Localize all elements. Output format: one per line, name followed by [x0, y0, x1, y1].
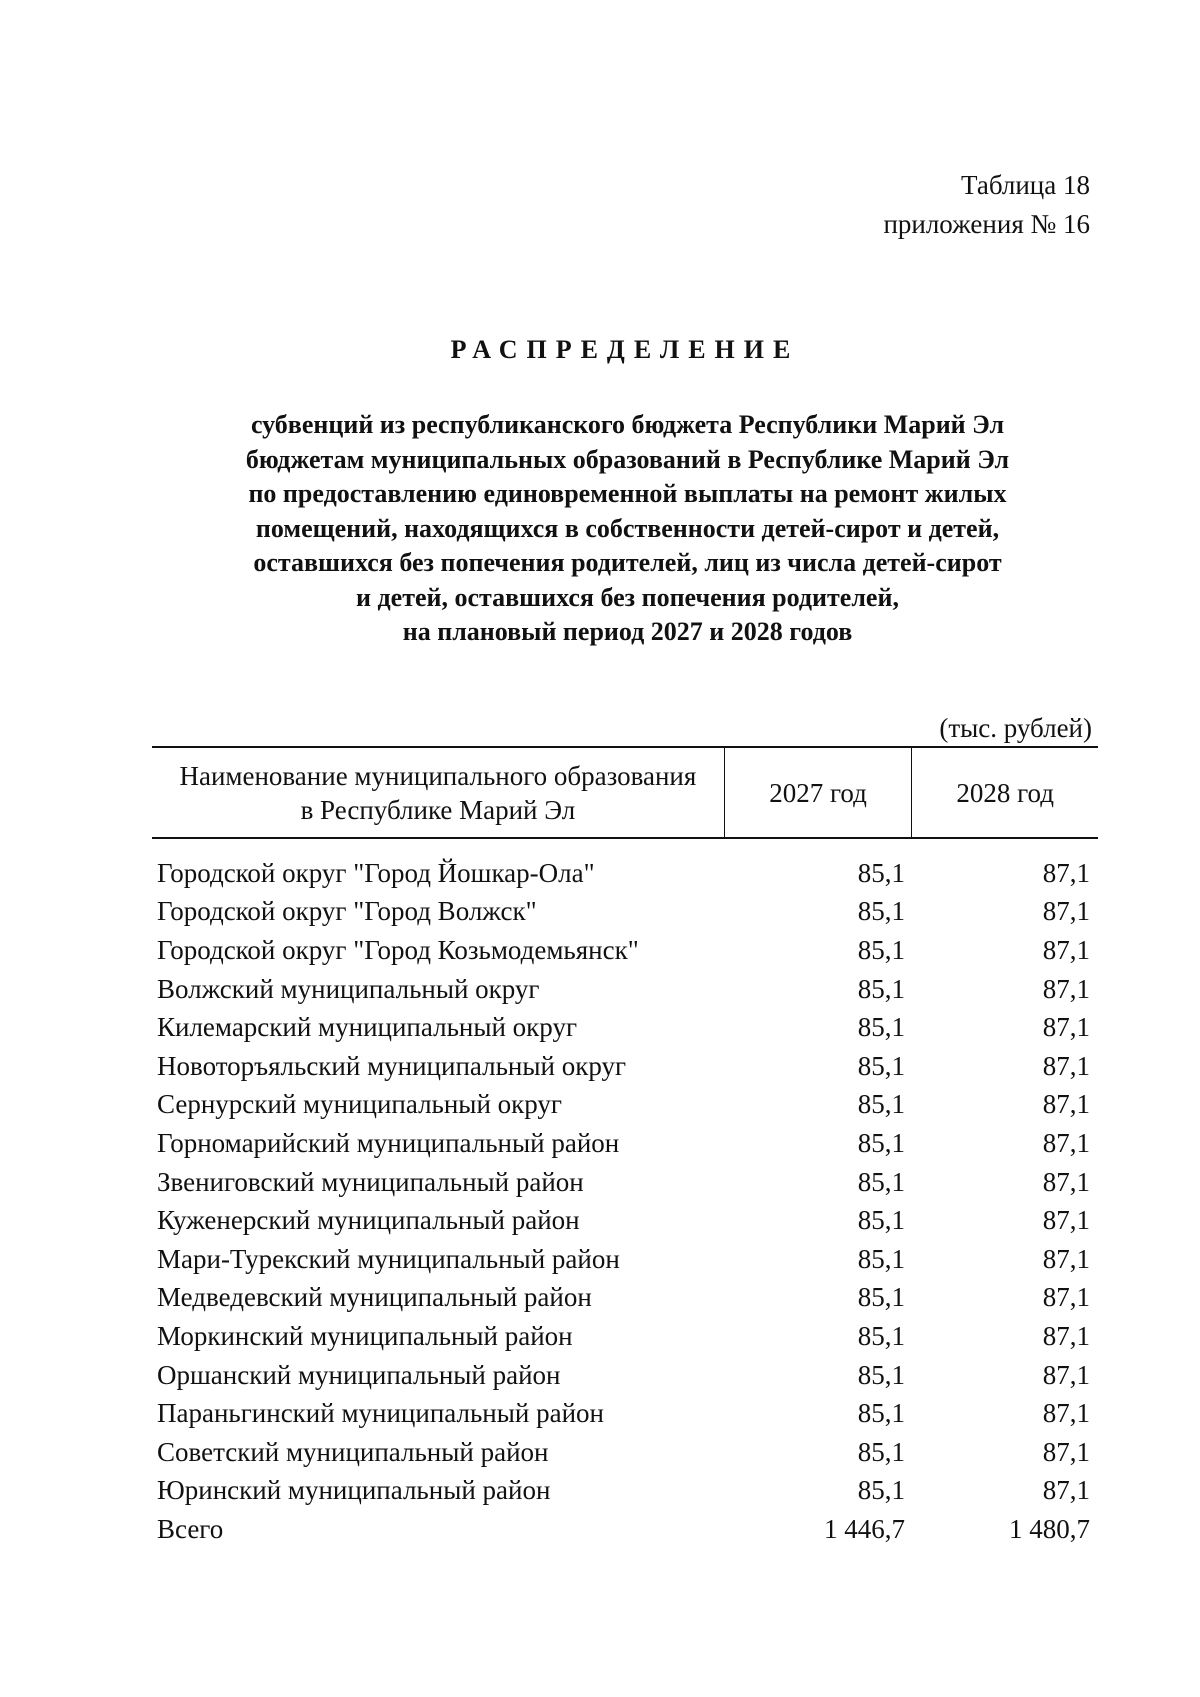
table-row	[152, 1240, 1098, 1279]
table-row	[152, 1086, 1098, 1125]
value-2028: 87,1	[1042, 1320, 1090, 1351]
municipality-name: Медведевский муниципальный район	[157, 1282, 592, 1313]
value-2027: 85,1	[857, 1050, 905, 1081]
municipality-name: Городской округ "Город Волжск"	[157, 896, 537, 927]
value-2028: 87,1	[1042, 1127, 1090, 1158]
value-2027: 85,1	[857, 1436, 905, 1467]
value-2027: 85,1	[857, 1243, 905, 1274]
value-2027: 85,1	[857, 1282, 905, 1313]
table-row	[152, 1433, 1098, 1472]
value-2027: 85,1	[857, 1127, 905, 1158]
header-name-cell	[152, 748, 724, 837]
municipality-name: Оршанский муниципальный район	[157, 1359, 561, 1390]
value-2027: 85,1	[857, 1475, 905, 1506]
value-2027: 1 446,7	[824, 1513, 905, 1544]
value-2027: 85,1	[857, 1359, 905, 1390]
municipality-name: Городской округ "Город Йошкар-Ола"	[157, 857, 595, 888]
value-2028: 87,1	[1042, 1012, 1090, 1043]
subtitle-line: и детей, оставшихся без попечения родителей,	[356, 582, 899, 612]
value-2028: 87,1	[1042, 1475, 1090, 1506]
value-2028: 87,1	[1042, 1050, 1090, 1081]
value-2027: 85,1	[857, 1320, 905, 1351]
value-2027: 85,1	[857, 1398, 905, 1429]
header-year-2028: 2028 год	[911, 748, 1098, 837]
document-subtitle	[150, 408, 1105, 650]
table-row	[152, 1163, 1098, 1202]
table-row	[152, 1124, 1098, 1163]
municipality-name: Куженерский муниципальный район	[157, 1205, 580, 1236]
municipality-name: Мари-Турекский муниципальный район	[157, 1243, 620, 1274]
value-2027: 85,1	[857, 973, 905, 1004]
municipality-name: Сернурский муниципальный округ	[157, 1089, 562, 1120]
value-2028: 87,1	[1042, 1359, 1090, 1390]
total-row	[152, 1510, 1098, 1549]
value-2028: 87,1	[1042, 1436, 1090, 1467]
subtitle-line: субвенций из республиканского бюджета Республики Марий Эл	[250, 410, 1005, 439]
municipality-name: Юринский муниципальный район	[157, 1475, 551, 1506]
municipality-name: Параньгинский муниципальный район	[157, 1398, 604, 1429]
municipality-name: Новоторъяльский муниципальный округ	[157, 1050, 627, 1081]
municipality-name: Звениговский муниципальный район	[157, 1166, 584, 1197]
municipality-name: Советский муниципальный район	[157, 1436, 549, 1467]
value-2027: 85,1	[857, 1166, 905, 1197]
value-2027: 85,1	[857, 857, 905, 888]
municipality-name: Моркинский муниципальный район	[157, 1320, 573, 1351]
municipality-name: Волжский муниципальный округ	[157, 973, 540, 1004]
table-row	[152, 970, 1098, 1009]
table-row	[152, 1356, 1098, 1395]
municipality-name: Килемарский муниципальный округ	[157, 1012, 578, 1043]
table-row	[152, 931, 1098, 970]
table-number: Таблица 18	[961, 170, 1090, 200]
value-2028: 87,1	[1042, 1166, 1090, 1197]
subtitle-line: оставшихся без попечения родителей, лиц из числа детей-сирот	[253, 548, 1002, 577]
table-row	[152, 854, 1098, 893]
subtitle-line: бюджетам муниципальных образований в Республике Марий Эл	[245, 444, 1010, 474]
appendix-number: приложения № 16	[883, 209, 1090, 239]
municipality-name: Всего	[157, 1513, 224, 1544]
value-2027: 85,1	[857, 896, 905, 927]
value-2028: 87,1	[1042, 1089, 1090, 1120]
table-body	[152, 839, 1098, 1549]
municipality-name: Городской округ "Город Козьмодемьянск"	[157, 934, 639, 965]
table-row	[152, 1279, 1098, 1318]
table-row	[152, 1472, 1098, 1511]
table-reference	[883, 166, 1090, 244]
table-row	[152, 1047, 1098, 1086]
table-row	[152, 893, 1098, 932]
table-row	[152, 1317, 1098, 1356]
distribution-table	[152, 746, 1098, 1549]
value-2028: 87,1	[1042, 934, 1090, 965]
subtitle-line: помещений, находящихся в собственности детей-сирот и детей,	[255, 513, 1000, 543]
units-label: (тыс. рублей)	[939, 713, 1092, 743]
value-2028: 87,1	[1042, 896, 1090, 927]
table-row	[152, 1201, 1098, 1240]
table-row	[152, 1394, 1098, 1433]
subtitle-line: на плановый период 2027 и 2028 годов	[402, 617, 853, 646]
value-2027: 85,1	[857, 1012, 905, 1043]
municipality-name: Горномарийский муниципальный район	[157, 1127, 620, 1158]
value-2028: 87,1	[1042, 973, 1090, 1004]
value-2028: 87,1	[1042, 1282, 1090, 1313]
value-2028: 1 480,7	[1009, 1513, 1090, 1544]
document-title: РАСПРЕДЕЛЕНИЕ	[450, 335, 800, 364]
value-2028: 87,1	[1042, 857, 1090, 888]
table-row	[152, 1008, 1098, 1047]
header-name-line: Наименование муниципального образования	[179, 760, 697, 791]
value-2027: 85,1	[857, 934, 905, 965]
value-2027: 85,1	[857, 1089, 905, 1120]
value-2027: 85,1	[857, 1205, 905, 1236]
table-header	[152, 746, 1098, 839]
value-2028: 87,1	[1042, 1205, 1090, 1236]
value-2028: 87,1	[1042, 1398, 1090, 1429]
header-year-2027: 2027 год	[724, 748, 912, 837]
subtitle-line: по предоставлению единовременной выплаты на ремонт жилых	[248, 479, 1007, 508]
header-name-line: в Республике Марий Эл	[300, 794, 576, 825]
value-2028: 87,1	[1042, 1243, 1090, 1274]
